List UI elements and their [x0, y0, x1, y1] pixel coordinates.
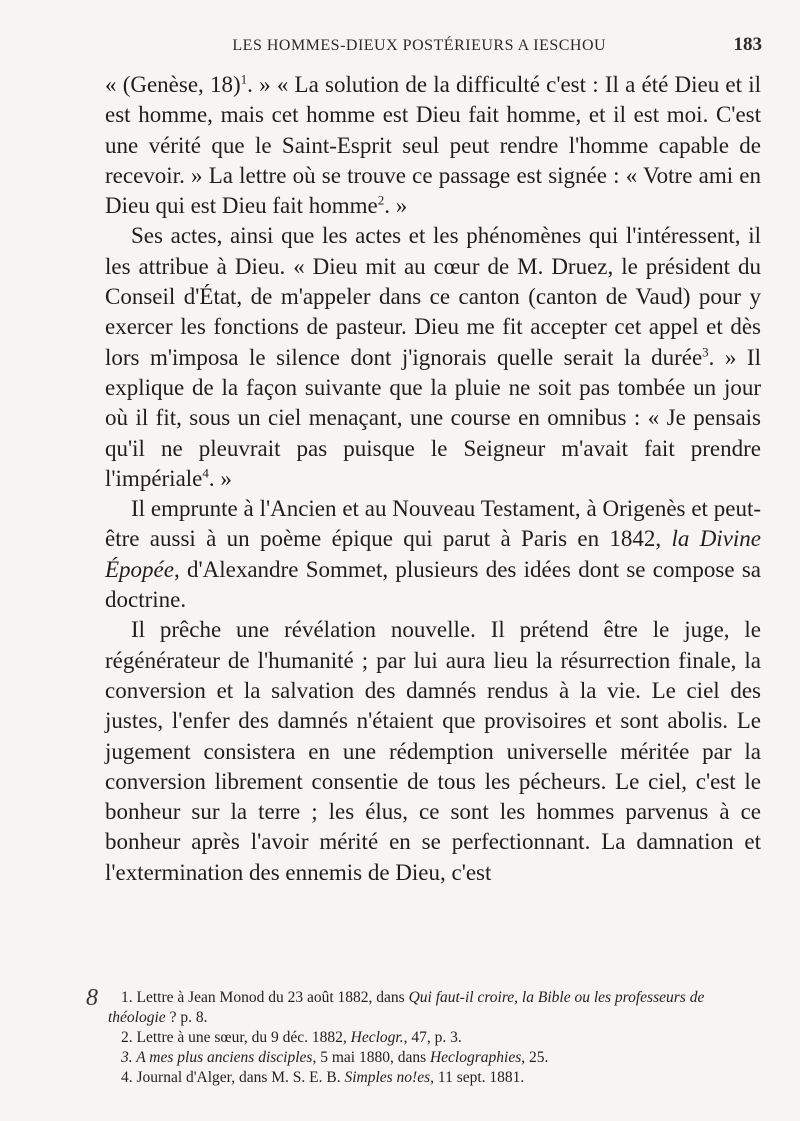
footnote-ref: 3	[702, 344, 709, 360]
text-span: . »	[384, 193, 408, 219]
footnote-4	[108, 1068, 758, 1088]
text-span: 1. Lettre à Jean Monod du 23 août 1882, dans	[121, 989, 409, 1006]
footnote-ref: 1	[240, 71, 248, 87]
text-span: Ses actes, ainsi que les actes et les phénomènes qui l'intéressent, il les attribue à Dieu. « Dieu mit au cœur de M. Druez, le président du Conseil d'État, de m'appeler dans ce canton (canton de Vaud) pour y exercer les fonctions de pasteur. Dieu me fit accepter cet appel et dès lors m'imposa le silence dont j'ignorais quelle serait la durée	[105, 223, 761, 370]
text-span: ? p. 8.	[165, 1009, 208, 1026]
paragraph-1	[105, 70, 761, 221]
text-span: . » « La solution de la difficulté c'est : Il a été Dieu et il est homme, mais cet homme est Dieu fait homme, et il est moi. C'est une vérité que le Saint-Esprit seul peut rendre l'homme capable de recevoir. » La lettre où se trouve ce passage est signée : « Votre ami en Dieu qui est Dieu fait homme	[105, 72, 761, 219]
text-span: , d'Alexandre Sommet, plusieurs des idées dont se compose sa doctrine.	[105, 556, 761, 613]
text-span: Il emprunte à l'Ancien et au Nouveau Testament, à Origenès et peut-être aussi à un poème épique qui parut à Paris en 1842,	[105, 496, 761, 552]
footnote-2	[108, 1028, 758, 1048]
text-span: . »	[208, 465, 232, 491]
running-title: LES HOMMES-DIEUX POSTÉRIEURS A IESCHOU	[232, 37, 607, 54]
text-span: « (Genèse, 18)	[105, 72, 241, 97]
text-span: 3. A mes plus anciens disciples	[121, 1049, 313, 1066]
text-span: Heclographies	[429, 1049, 522, 1066]
text-span: 4. Journal d'Alger, dans M. S. E. B.	[121, 1069, 345, 1086]
footnote-ref: 4	[202, 465, 209, 481]
paragraph-3	[105, 494, 761, 615]
text-span: , 25.	[521, 1049, 549, 1066]
paragraph-4: Il prêche une révélation nouvelle. Il prétend être le juge, le régénérateur de l'humanité ; par lui aura lieu la résurrection finale, la conversion et la salvation des damnés rendus à la vie. Le ciel des justes, l'enfer des damnés n'étaient que provisoires et sont abolis. Le jugement consistera en une rédemption universelle méritée par la conversion librement consentie de tous les pécheurs. Le ciel, c'est le bonheur sur la terre ; les élus, ce sont les hommes parvenus à ce bonheur après l'avoir mérité en se perfectionnant. La damnation et l'extermination des ennemis de Dieu, c'est	[105, 617, 761, 885]
text-span: , 5 mai 1880, dans	[312, 1049, 430, 1066]
text-span: Qui faut-il croire, la Bible ou les professeurs de théologie	[108, 989, 705, 1026]
text-span: Simples no!es	[344, 1069, 431, 1086]
footnote-ref: 2	[377, 192, 385, 208]
body-text	[105, 70, 761, 888]
paragraph-2	[105, 221, 761, 494]
page-header	[105, 34, 762, 56]
text-span: , 11 sept. 1881.	[430, 1069, 525, 1086]
footnote-1	[108, 988, 758, 1028]
text-span: . » Il explique de la façon suivante que la pluie ne soit pas tombée un jour où il fit, sous un ciel menaçant, une course en omnibus : « Je pensais qu'il ne pleuvrait pas puisque le Seigneur m'avait fait prendre l'impériale	[105, 344, 761, 491]
footnotes	[108, 988, 758, 1088]
book-title: la Divine Épopée	[105, 526, 762, 582]
footnote-3	[108, 1048, 758, 1068]
margin-annotation: 8	[86, 985, 98, 1011]
text-span: , 47, p. 3.	[403, 1029, 462, 1046]
text-span: Heclogr.	[350, 1029, 404, 1046]
text-span: 2. Lettre à une sœur, du 9 déc. 1882,	[121, 1029, 351, 1046]
page-number: 183	[733, 34, 762, 55]
